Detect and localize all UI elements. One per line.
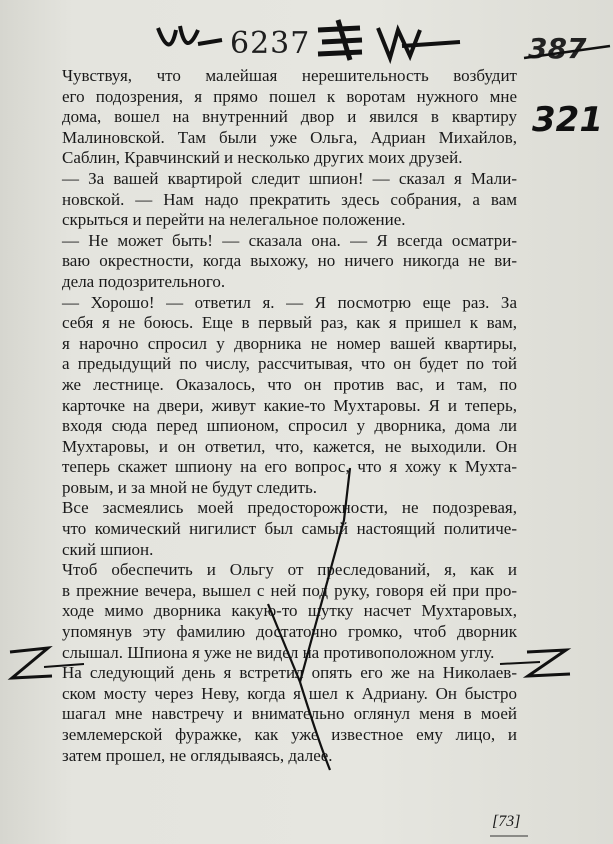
header-stamp-number: 6237 (230, 26, 311, 61)
text-line: скрыться и перейти на нелегальное положение. (62, 210, 406, 230)
header-scribble-left (158, 26, 222, 45)
diagonal-check-mark (268, 468, 350, 770)
text-line: землемерской фуражке, как уже известное ему лицо, и (62, 725, 517, 744)
text-line: ходе мимо дворника какую-то шутку насчет Мухтаровых, (62, 601, 517, 621)
text-line: ровым, и за мной не будут следить. (62, 477, 317, 497)
text-line: его подозрения, я прямо пошел к воротам нужного мне (62, 86, 517, 106)
text-line: новской. — Нам надо прекратить здесь собрания, а вам (62, 189, 517, 209)
text-line: Чтоб обеспечить и Ольгу от преследований, я, как и (62, 560, 517, 580)
text-line: — Не может быть! — сказала она. — Я всегда осматри- (62, 230, 517, 250)
text-line: Мухтаровы, и он ответил, что, кажется, не выходили. Он (62, 436, 517, 456)
text-line: Чувствуя, что малейшая нерешительность возбудит (62, 66, 517, 85)
text-line: в прежние вечера, вышел с ней под руку, говоря ей при про- (62, 580, 517, 600)
text-line: Саблин, Кравчинский и несколько других моих друзей. (62, 148, 463, 168)
z-mark-left-tail (44, 664, 84, 667)
text-line: упомянув эту фамилию достаточно громко, чтоб дворник (62, 622, 517, 642)
z-mark-left (10, 648, 52, 678)
text-line: На следующий день я встретил опять его же на Николаев- (62, 663, 517, 683)
text-line: что комический нигилист был самый настоящий политиче- (62, 519, 517, 539)
text-line: ваю окрестности, когда выхожу, но ничего никогда не ви- (62, 251, 517, 271)
header-scribble-middle (318, 20, 362, 60)
text-line: затем прошел, не оглядываясь, далее. (62, 745, 333, 765)
text-line: — За вашей квартирой следит шпион! — сказал я Мали- (62, 168, 517, 188)
text-line: дома, вошел на внутренний двор и явился в квартиру (62, 107, 517, 127)
text-line: входя сюда перед шпионом, спросил у дворника, дома ли (62, 416, 517, 436)
text-line: себя я не боюсь. Еще в первый раз, как я пришел к вам, (62, 313, 517, 333)
z-mark-right-tail (500, 662, 540, 664)
page-number: [73] (492, 813, 521, 830)
margin-number-top: 387 (528, 32, 587, 65)
text-line: же лестнице. Оказалось, что он против вас, и там, по (62, 374, 517, 394)
text-line: ском мосту через Неву, когда я шел к Адриану. Он быстро (62, 683, 517, 703)
text-line: а предыдущий по числу, рассчитывая, что он будет по той (62, 354, 517, 374)
text-line: я нарочно спросил у дворника не номер вашей квартиры, (62, 333, 517, 353)
margin-number-bottom: 321 (532, 100, 603, 140)
text-line: карточке на двери, живут какие-то Мухтаровы. Я и теперь, (62, 395, 517, 415)
text-line: слышал. Шпиона я уже не видел на противоположном углу. (62, 642, 495, 662)
text-line: Все засмеялись моей предосторожности, не подозревая, (62, 498, 517, 518)
text-line: дела подозрительного. (62, 271, 226, 291)
text-line: ский шпион. (62, 539, 154, 559)
text-line: — Хорошо! — ответил я. — Я посмотрю еще раз. За (62, 292, 517, 312)
text-line: теперь скажет шпиону на его вопрос, что я хожу к Мухта- (62, 457, 517, 477)
header-scribble-right (378, 28, 460, 58)
text-line: Малиновской. Там были уже Ольга, Адриан Михайлов, (62, 127, 517, 147)
margin-strike-line (524, 46, 610, 58)
text-line: шагал мне навстречу и внимательно оглянул меня в моей (62, 704, 517, 724)
